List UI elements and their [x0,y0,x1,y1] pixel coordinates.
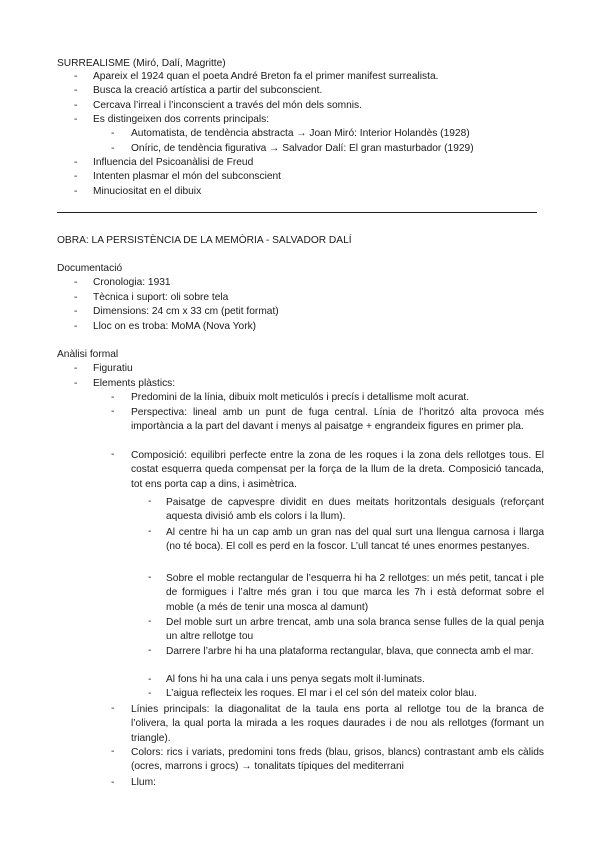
bullet-dash: - [74,363,78,374]
bullet-dash: - [148,526,152,537]
bullet-dash: - [74,157,78,168]
documentacio-heading: Documentació [57,263,123,274]
list-item: Oníric, de tendència figurativa → Salvador Dalí: El gran masturbador (1929) [131,143,474,154]
bullet-dash: - [74,186,78,197]
list-item: Busca la creació artística a partir del subconscient. [93,85,323,96]
list-item: Línies principals: la diagonalitat de la taula ens porta al rellotge tou de la branca de l’olivera, la qual porta la mirada a les roques daurades i de nou als rellotges (formant un triangle). [131,704,544,744]
list-item: Influencia del Psicoanàlisi de Freud [93,157,254,168]
bullet-dash: - [111,392,115,403]
list-item: Tècnica i suport: oli sobre tela [93,292,229,303]
list-item: Paisatge de capvespre dividit en dues meitats horitzontals desiguals (reforçant aquesta divisió amb els colors i la llum). [166,497,544,523]
list-item: Sobre el moble rectangular de l’esquerra hi ha 2 rellotges: un més petit, tancat i ple de formigues i l’altre més gran i tou que marca les 7h i està deformat sobre el moble (a més de tenir una mosca al damunt) [166,573,544,613]
bullet-dash: - [111,449,115,460]
list-item: Cercava l’irreal i l’inconscient a través del món dels somnis. [93,100,362,111]
list-item: Del moble surt un arbre trencat, amb una sola branca sense fulles de la qual penja un altre rellotge tou [166,617,544,643]
list-item: Composició: equilibri perfecte entre la zona de les roques i la zona dels rellotges tous. El costat esquerra queda compensat per la força de la llum de la dreta. Composició tancada, tot ens porta cap a dins, i asimètrica. [131,450,544,490]
analisi-heading: Anàlisi formal [57,349,119,360]
bullet-dash: - [74,100,78,111]
bullet-dash: - [111,143,115,154]
bullet-dash: - [148,688,152,699]
list-item: Elements plàstics: [93,378,176,389]
list-item: Predomini de la línia, dibuix molt meticulós i precís i detallisme molt acurat. [131,392,470,403]
section-title-surrealisme: SURREALISME (Miró, Dalí, Magritte) [57,58,226,69]
bullet-dash: - [111,703,115,714]
list-item: Darrere l’arbre hi ha una plataforma rectangular, blava, que connecta amb el mar. [166,646,534,657]
bullet-dash: - [148,496,152,507]
bullet-dash: - [148,645,152,656]
bullet-dash: - [74,277,78,288]
list-item: Colors: rics i variats, predomini tons freds (blau, grisos, blancs) contrastant amb els càlids (ocres, marrons i grocs) → tonalitats típiques del mediterrani [131,747,544,773]
bullet-dash: - [148,616,152,627]
list-item: Dimensions: 24 cm x 33 cm (petit format) [93,306,279,317]
bullet-dash: - [111,406,115,417]
list-item: Perspectiva: lineal amb un punt de fuga central. Línia de l’horitzó alta provoca més importància a la part del davant i menys al paisatge + engrandeix figures en primer pla. [131,407,544,433]
list-item: Es distingeixen dos corrents principals: [93,114,270,125]
list-item: Al fons hi ha una cala i uns penya segats molt il·luminats. [166,674,425,685]
bullet-dash: - [74,114,78,125]
bullet-dash: - [74,321,78,332]
bullet-dash: - [74,171,78,182]
horizontal-rule [57,212,537,213]
bullet-dash: - [111,777,115,788]
bullet-dash: - [111,746,115,757]
list-item: Minuciositat en el dibuix [93,186,202,197]
list-item: Intenten plasmar el món del subconscient [93,171,282,182]
list-item: Cronologia: 1931 [93,277,171,288]
list-item: Lloc on es troba: MoMA (Nova York) [93,321,257,332]
bullet-dash: - [74,85,78,96]
list-item: Llum: [131,777,156,788]
bullet-dash: - [111,128,115,139]
list-item: Figuratiu [93,363,133,374]
bullet-dash: - [74,378,78,389]
bullet-dash: - [74,71,78,82]
bullet-dash: - [148,674,152,685]
artwork-title: OBRA: LA PERSISTÈNCIA DE LA MEMÒRIA - SALVADOR DALÍ [57,235,352,246]
list-item: Apareix el 1924 quan el poeta André Breton fa el primer manifest surrealista. [93,71,439,82]
list-item: Automatista, de tendència abstracta → Joan Miró: Interior Holandès (1928) [131,128,470,139]
bullet-dash: - [148,572,152,583]
bullet-dash: - [74,292,78,303]
bullet-dash: - [74,306,78,317]
list-item: L’aigua reflecteix les roques. El mar i el cel són del mateix color blau. [166,688,477,699]
list-item: Al centre hi ha un cap amb un gran nas del qual surt una llengua carnosa i llarga (no té boca). El coll es perd en la foscor. L’ull tancat té unes enormes pestanyes. [166,527,544,553]
